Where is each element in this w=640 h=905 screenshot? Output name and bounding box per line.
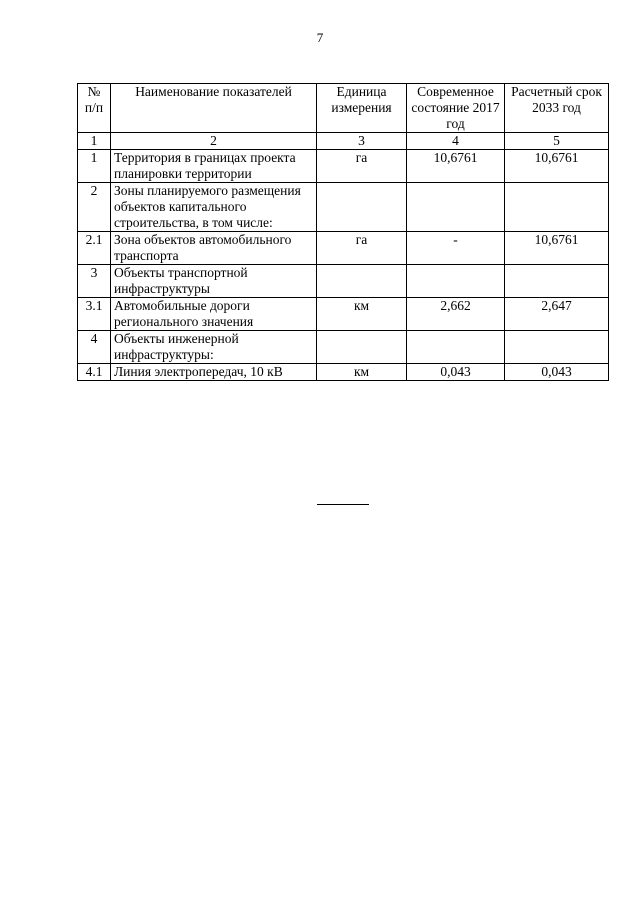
row-planned-value — [505, 265, 609, 298]
header-cell-current-state: Современное состояние 2017 год — [407, 84, 505, 133]
row-number: 4.1 — [78, 364, 111, 381]
table-row — [78, 364, 609, 381]
header-cell-indicator-name: Наименование показателей — [111, 84, 317, 133]
row-current-value — [407, 183, 505, 232]
row-planned-value: 0,043 — [505, 364, 609, 381]
row-name: Территория в границах проекта планировки территории — [111, 150, 317, 183]
column-number-cell: 2 — [111, 133, 317, 150]
indicators-table — [77, 83, 609, 381]
row-number: 3.1 — [78, 298, 111, 331]
row-name: Зоны планируемого размещения объектов капитального строительства, в том числе: — [111, 183, 317, 232]
row-planned-value: 10,6761 — [505, 232, 609, 265]
row-planned-value — [505, 331, 609, 364]
end-of-document-rule — [317, 504, 369, 505]
row-planned-value — [505, 183, 609, 232]
table-row — [78, 232, 609, 265]
row-number: 3 — [78, 265, 111, 298]
table-row — [78, 150, 609, 183]
table-row — [78, 183, 609, 232]
row-current-value: 10,6761 — [407, 150, 505, 183]
row-current-value: 0,043 — [407, 364, 505, 381]
row-number: 1 — [78, 150, 111, 183]
column-number-row — [78, 133, 609, 150]
row-current-value — [407, 331, 505, 364]
header-cell-unit: Единица измерения — [317, 84, 407, 133]
column-number-cell: 4 — [407, 133, 505, 150]
row-number: 2.1 — [78, 232, 111, 265]
column-number-cell: 1 — [78, 133, 111, 150]
row-unit — [317, 331, 407, 364]
header-cell-planned-term: Расчетный срок 2033 год — [505, 84, 609, 133]
row-current-value: 2,662 — [407, 298, 505, 331]
row-planned-value: 10,6761 — [505, 150, 609, 183]
table-row — [78, 331, 609, 364]
row-unit: км — [317, 298, 407, 331]
row-unit: км — [317, 364, 407, 381]
row-name: Зона объектов автомобильного транспорта — [111, 232, 317, 265]
column-number-cell: 5 — [505, 133, 609, 150]
row-unit: га — [317, 232, 407, 265]
row-name: Линия электропередач, 10 кВ — [111, 364, 317, 381]
table-row — [78, 265, 609, 298]
row-name: Объекты транспортной инфраструктуры — [111, 265, 317, 298]
column-number-cell: 3 — [317, 133, 407, 150]
row-current-value — [407, 265, 505, 298]
row-unit — [317, 265, 407, 298]
row-unit — [317, 183, 407, 232]
row-current-value: - — [407, 232, 505, 265]
row-planned-value: 2,647 — [505, 298, 609, 331]
table-row — [78, 298, 609, 331]
table-header-row — [78, 84, 609, 133]
row-number: 2 — [78, 183, 111, 232]
row-name: Автомобильные дороги регионального значения — [111, 298, 317, 331]
page-number: 7 — [316, 30, 324, 45]
row-number: 4 — [78, 331, 111, 364]
row-unit: га — [317, 150, 407, 183]
header-cell-number: № п/п — [78, 84, 111, 133]
row-name: Объекты инженерной инфраструктуры: — [111, 331, 317, 364]
